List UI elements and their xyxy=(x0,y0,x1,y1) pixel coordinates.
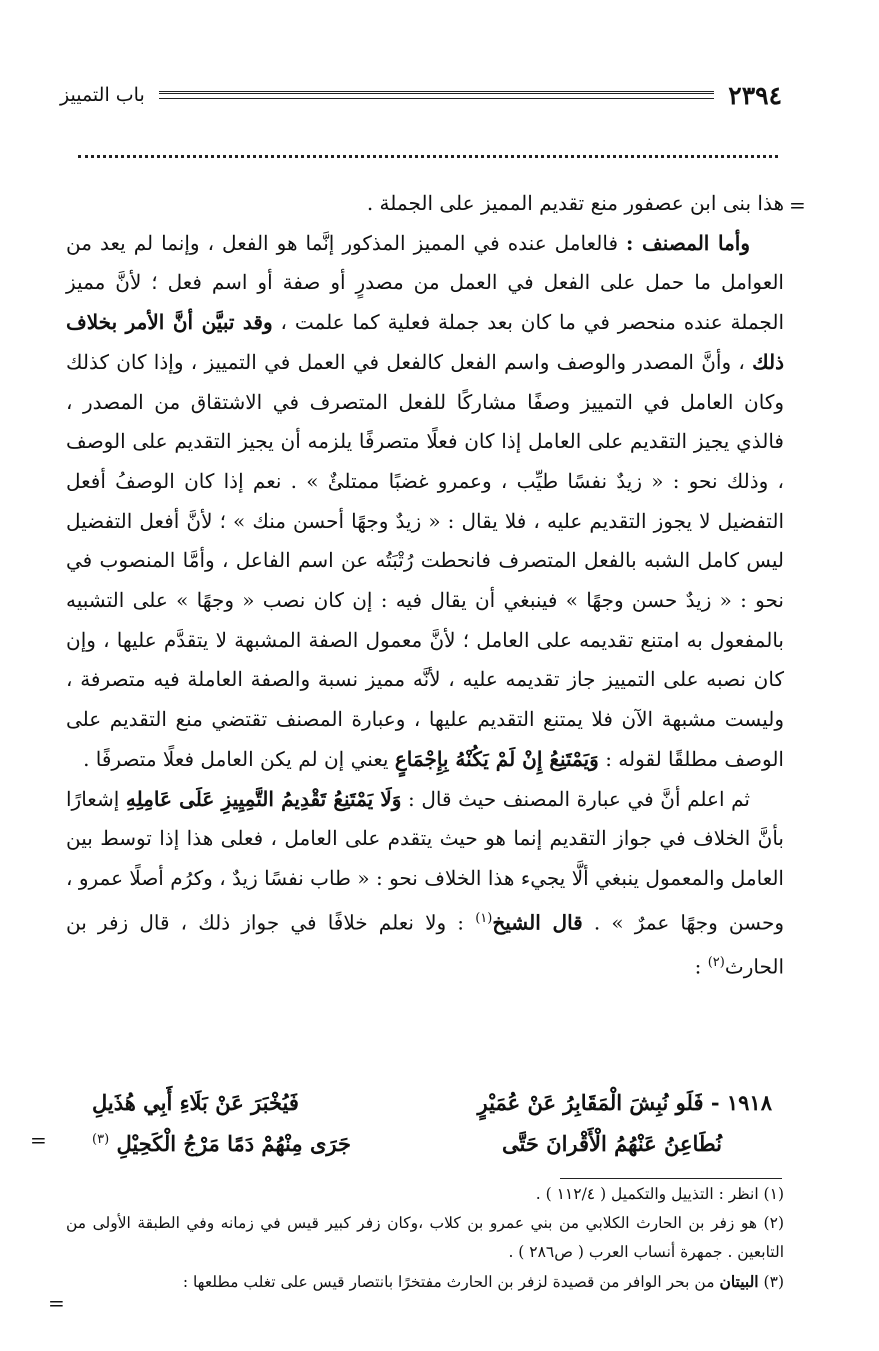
poem-line-2 xyxy=(92,1123,772,1164)
continuation-marker-top: = xyxy=(789,193,806,217)
dotted-separator xyxy=(78,155,778,158)
paragraph-author: وأما المصنف : فالعامل عنده في المميز المذكور إنَّما هو الفعل ، وإنما لم يعد من العوامل ما حمل على الفعل في العمل من مصدرٍ أو صفة أو اسم فعل ؛ لأنَّ مميز الجملة عنده منحصر في ما كان بعد جملة فعلية كما علمت ، وقد تبيَّن أنَّ الأمر بخلاف ذلك ، وأنَّ المصدر والوصف واسم الفعل كالفعل في العمل في التمييز ، وإذا كان كذلك وكان العامل في التمييز وصفًا مشاركًا للفعل المتصرف في الاشتقاق من المصدر ، فالذي يجيز التقديم على العامل إذا كان فعلًا متصرفًا يلزمه أن يجيز التقديم على الوصف ، وذلك نحو : « زيدٌ نفسًا طيِّب ، وعمرو غضبًا ممتلئٌ » . نعم إذا كان الوصفُ أفعل التفضيل لا يجوز التقديم عليه ، فلا يقال : « زيدٌ وجهًا أحسن منك » ؛ لأنَّ أفعل التفضيل ليس كامل الشبه بالفعل المتصرف فانحطت رُتْبَتُه عن اسم الفاعل ، وأمَّا المنصوب في نحو : « زيدٌ حسن وجهًا » فينبغي أن يقال فيه : إن كان نصب « وجهًا » على التشبيه بالمفعول به امتنع تقديمه على العامل ؛ لأنَّ معمول الصفة المشبهة لا يتقدَّم عليها ، وإن كان نصبه على التمييز جاز تقديمه عليه ، لأنَّه مميز نسبة والصفة العاملة فيه متصرفة ، وليست مشبهة الآن فلا يمتنع التقديم عليها ، وعبارة المصنف تقتضي منع التقديم على الوصف مطلقًا لقوله : وَيَمْتَنِعُ إِنْ لَمْ يَكُنْهُ بِإِجْمَاعٍ يعني إن لم يكن العامل فعلًا متصرفًا . xyxy=(66,230,784,771)
footnote-2: (٢) هو زفر بن الحارث الكلابي من بني عمرو بن كلاب ،وكان زفر كبير قيس في زمانه وفي الطبقة الأولى من التابعين . جمهرة أنساب العرب ( ص٢٨٦ ) . xyxy=(66,1214,784,1261)
page-header xyxy=(60,78,782,112)
hemistich-4: جَرَى مِنْهُمْ دَمًا مَرْجُ الْكَحِيْلِ xyxy=(116,1131,351,1156)
main-text xyxy=(66,184,784,987)
continuation-marker-poem: = xyxy=(30,1128,47,1152)
continuation-marker-footnote: = xyxy=(48,1291,65,1315)
paragraph-continuation: هذا بنى ابن عصفور منع تقديم المميز على الجملة . xyxy=(366,191,784,215)
footnote-ref-1: (١) xyxy=(475,910,493,926)
footnote-ref-2: (٢) xyxy=(707,955,725,971)
hemistich-3: نُطَاعِنُ عَنْهُمُ الْأَقْرانَ حَتَّى xyxy=(502,1131,722,1156)
chapter-title: باب التمييز xyxy=(60,84,145,106)
header-rule xyxy=(159,91,715,99)
poem-verse xyxy=(92,1082,772,1164)
footnote-rule xyxy=(560,1178,782,1179)
page-number: ٢٣٩٤ xyxy=(728,80,782,110)
verse-number: ١٩١٨ - xyxy=(710,1090,772,1115)
poem-line-1 xyxy=(92,1082,772,1123)
footnote-ref-3: (٣) xyxy=(92,1132,110,1147)
paragraph-note: ثم اعلم أنَّ في عبارة المصنف حيث قال : وَلَا يَمْتَنِعُ تَقْدِيمُ التَّمِيِيزِ عَلَى عَامِلِهِ إشعارًا بأنَّ الخلاف في جواز التقديم إنما هو حيث يتقدم على العامل ، فعلى هذا إذا توسط بين العامل والمعمول ينبغي ألَّا يجيء هذا الخلاف نحو : « طاب نفسًا زيدٌ ، وكرُم أصلًا عمرو ، وحسن وجهًا عمرٌ » . قال الشيخ$^{(١)}$ : ولا نعلم خلافًا في جواز ذلك ، قال زفر بن الحارث$^{(٢)}$ : xyxy=(66,786,784,979)
footnote-3: (٣) البيتان من بحر الوافر من قصيدة لزفر بن الحارث مفتخرًا بانتصار قيس على تغلب مطلعها : xyxy=(182,1272,784,1291)
hemistich-1: فَلَو نُبِشَ الْمَقَابِرُ عَنْ عُمَيْرٍ xyxy=(477,1090,704,1115)
footnote-1: (١) انظر : التذييل والتكميل ( ١١٢/٤ ) . xyxy=(535,1185,784,1203)
hemistich-2: فَيُخْبَرَ عَنْ بَلَاءِ أَبِي هُذَيلِ xyxy=(92,1090,299,1115)
footnotes xyxy=(66,1180,784,1297)
